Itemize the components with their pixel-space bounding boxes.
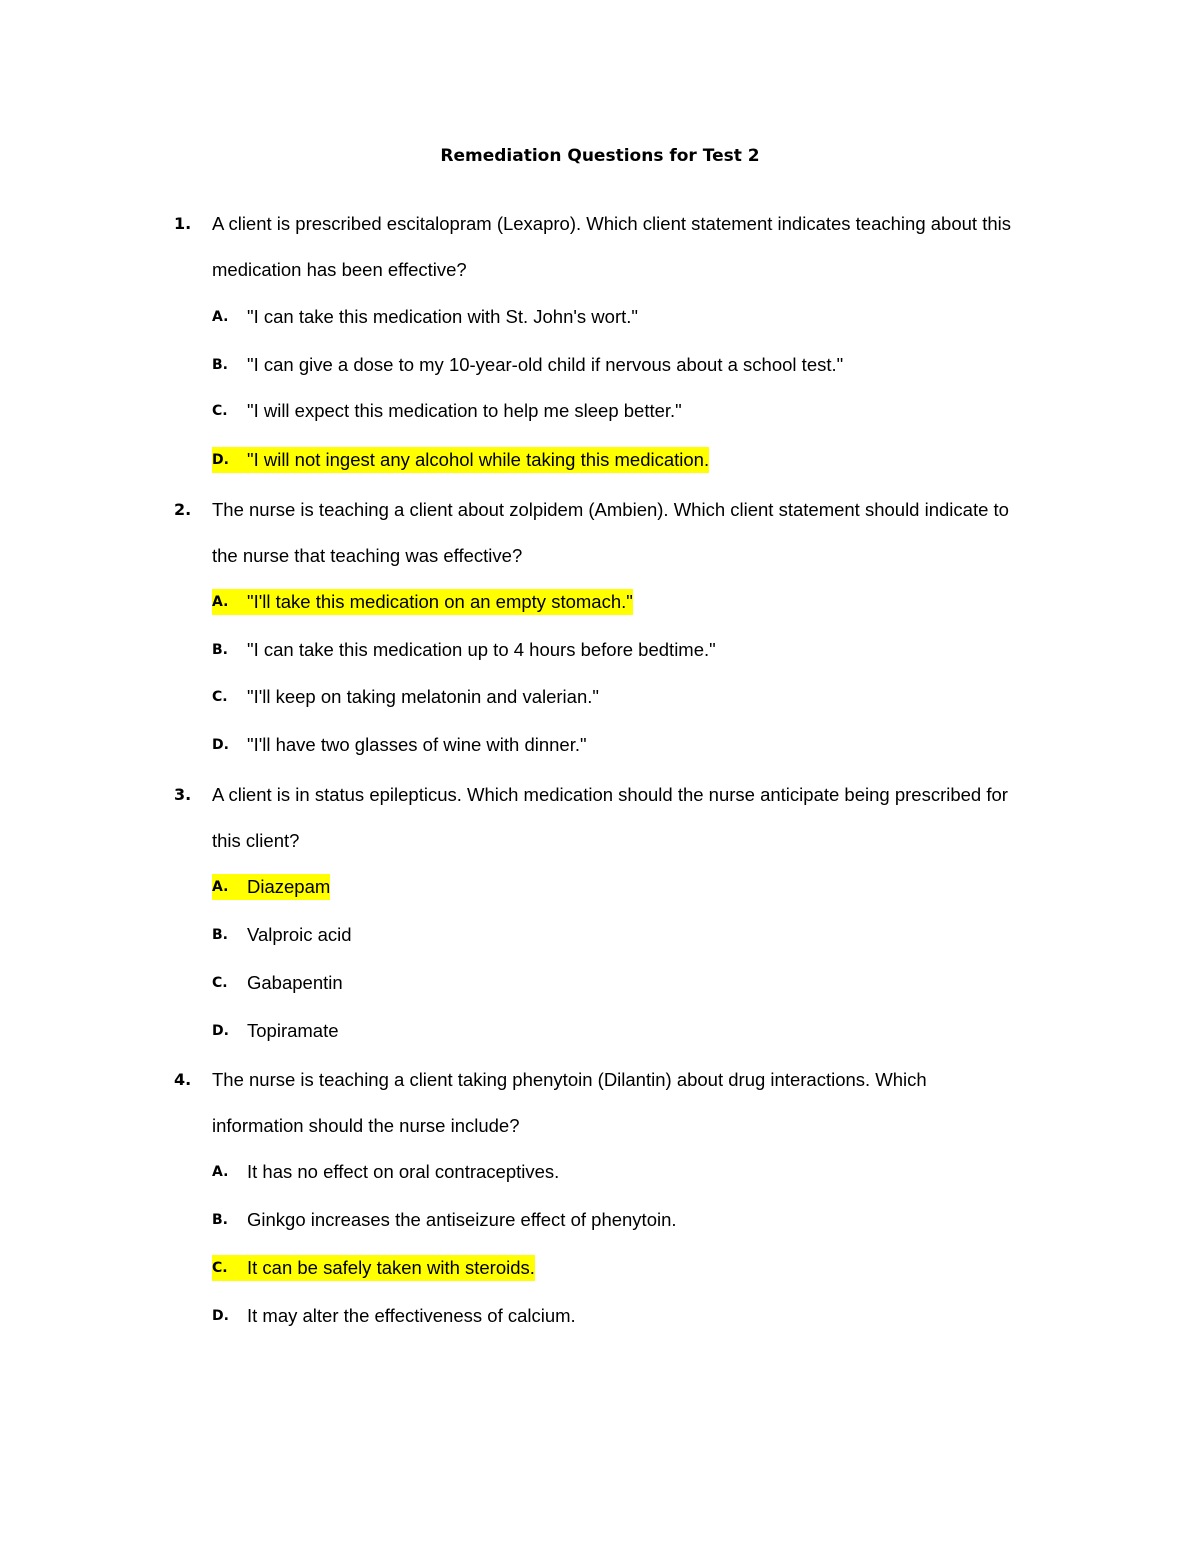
option-text: Valproic acid [247, 924, 352, 945]
option-letter: C. [212, 975, 228, 991]
option-letter: D. [212, 1308, 229, 1324]
question-text [212, 201, 1082, 293]
option-letter: D. [212, 1023, 229, 1039]
option-3b [212, 922, 352, 948]
question-line: The nurse is teaching a client about zolpidem (Ambien). Which client statement should indicate to [212, 499, 1009, 520]
option-text: "I'll have two glasses of wine with dinner." [247, 734, 587, 755]
option-text: Gabapentin [247, 972, 343, 993]
option-2c [212, 684, 599, 710]
option-letter: D. [212, 452, 229, 468]
option-2a [212, 589, 633, 615]
option-1a [212, 304, 638, 330]
option-3a [212, 874, 330, 900]
option-letter: C. [212, 689, 228, 705]
option-text: Ginkgo increases the antiseizure effect of phenytoin. [247, 1209, 677, 1230]
option-text: It has no effect on oral contraceptives. [247, 1161, 560, 1182]
question-line: the nurse that teaching was effective? [212, 545, 523, 566]
option-1d [212, 447, 709, 473]
question-number: 4. [174, 1070, 192, 1089]
option-letter: D. [212, 737, 229, 753]
option-text: It can be safely taken with steroids. [247, 1257, 535, 1278]
option-text: Topiramate [247, 1020, 339, 1041]
option-4a [212, 1159, 559, 1185]
question-line: this client? [212, 830, 300, 851]
option-3d [212, 1018, 339, 1044]
option-letter: B. [212, 1212, 228, 1228]
option-text: "I'll take this medication on an empty stomach." [247, 591, 633, 612]
question-line: The nurse is teaching a client taking phenytoin (Dilantin) about drug interactions. Which [212, 1069, 927, 1090]
question-line: A client is prescribed escitalopram (Lexapro). Which client statement indicates teaching about this [212, 213, 1011, 234]
option-letter: B. [212, 642, 228, 658]
option-letter: C. [212, 403, 228, 419]
option-2d [212, 732, 587, 758]
question-line: medication has been effective? [212, 259, 467, 280]
option-4b [212, 1207, 677, 1233]
option-1c [212, 398, 682, 424]
option-text: It may alter the effectiveness of calcium. [247, 1305, 576, 1326]
option-1b [212, 352, 843, 378]
option-text: "I can give a dose to my 10-year-old child if nervous about a school test." [247, 354, 844, 375]
question-text [212, 772, 1082, 864]
option-4c [212, 1255, 535, 1281]
option-letter: C. [212, 1260, 228, 1276]
question-line: information should the nurse include? [212, 1115, 520, 1136]
question-number: 2. [174, 500, 192, 519]
question-text [212, 487, 1082, 579]
option-3c [212, 970, 343, 996]
option-text: "I can take this medication with St. John's wort." [247, 306, 638, 327]
question-number: 3. [174, 785, 192, 804]
option-letter: B. [212, 357, 228, 373]
option-letter: A. [212, 309, 229, 325]
option-text: "I will expect this medication to help me sleep better." [247, 400, 682, 421]
option-text: "I'll keep on taking melatonin and valerian." [247, 686, 599, 707]
question-number: 1. [174, 214, 192, 233]
document-title: Remediation Questions for Test 2 [440, 146, 760, 166]
option-text: Diazepam [247, 876, 331, 897]
option-letter: A. [212, 1164, 229, 1180]
option-4d [212, 1303, 576, 1329]
option-2b [212, 637, 716, 663]
option-letter: A. [212, 879, 229, 895]
option-letter: A. [212, 594, 229, 610]
option-text: "I will not ingest any alcohol while taking this medication. [247, 449, 710, 470]
question-text [212, 1057, 1082, 1149]
option-letter: B. [212, 927, 228, 943]
option-text: "I can take this medication up to 4 hours before bedtime." [247, 639, 716, 660]
question-line: A client is in status epilepticus. Which medication should the nurse anticipate being prescribed for [212, 784, 1008, 805]
